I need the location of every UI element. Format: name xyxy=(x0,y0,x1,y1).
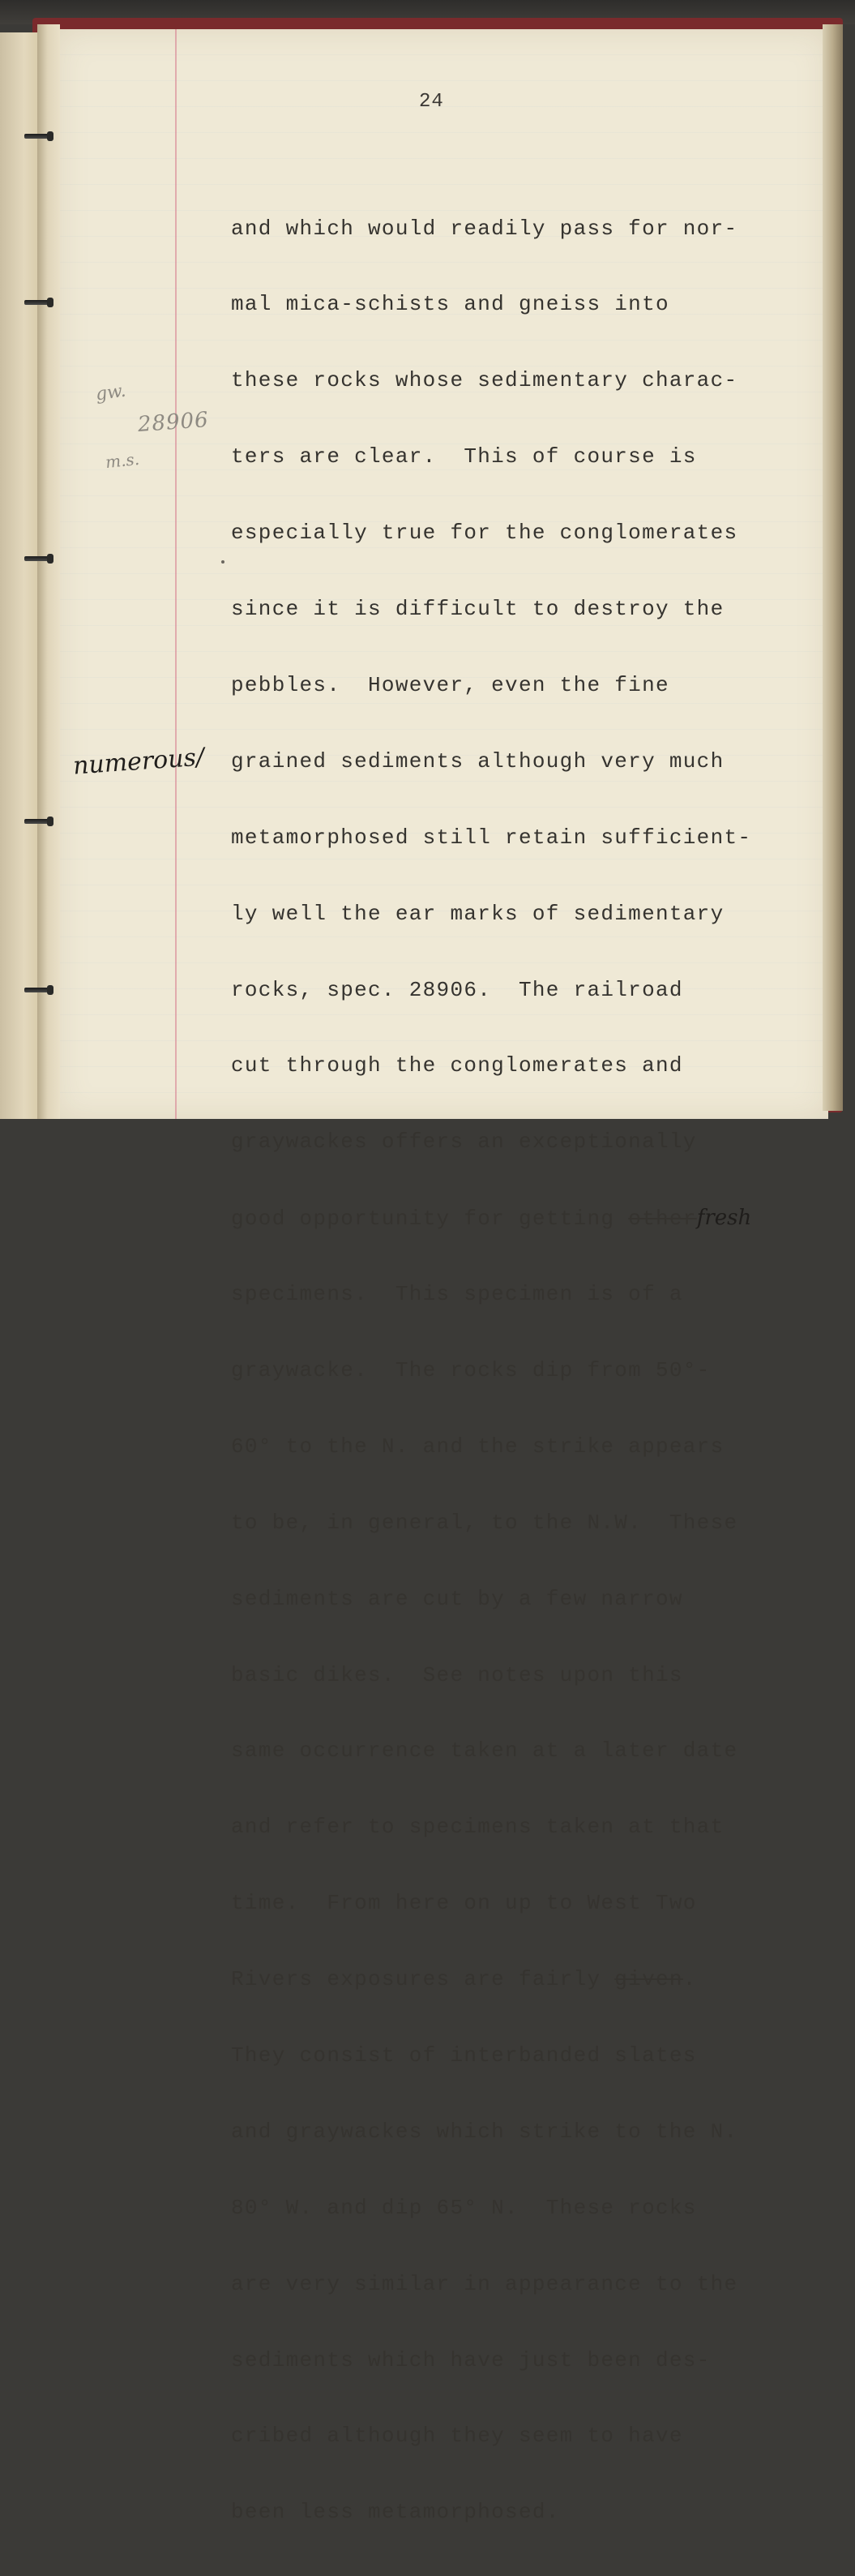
binder-ring xyxy=(24,300,52,305)
text-segment: good opportunity for getting xyxy=(231,1207,629,1232)
text-line: ters are clear. This of course is xyxy=(231,444,697,469)
struck-word: given xyxy=(614,1967,683,1992)
text-line-with-edit xyxy=(231,1967,814,1992)
struck-word: other xyxy=(628,1207,697,1232)
handwritten-insertion: fresh xyxy=(696,1206,752,1231)
text-line: They consist of interbanded slates xyxy=(231,2042,697,2068)
text-line: grained sediments although very much xyxy=(231,748,725,774)
text-line: specimens. This specimen is of a xyxy=(231,1282,683,1307)
previous-page-edge xyxy=(0,32,41,1119)
margin-note-numerous: numerous/ xyxy=(71,743,206,781)
text-line: metamorphosed still retain sufficient- xyxy=(231,825,752,850)
text-line: pebbles. However, even the fine xyxy=(231,672,669,697)
text-line: graywacke. The rocks dip from 50°- xyxy=(231,1357,711,1382)
text-line: to be, in general, to the N.W. These xyxy=(231,1510,738,1535)
text-line: sediments are cut by a few narrow xyxy=(231,1586,683,1611)
text-line: same occurrence taken at a later date xyxy=(231,1738,738,1764)
binder-ring xyxy=(24,556,52,561)
text-line: sediments which have just been des- xyxy=(231,2347,711,2372)
text-line: been less metamorphosed. xyxy=(231,2500,560,2525)
binding-gutter xyxy=(37,24,60,1119)
typed-text-body xyxy=(231,165,814,2576)
text-line: basic dikes. See notes upon this xyxy=(231,1662,683,1687)
text-line: graywackes offers an exceptionally xyxy=(231,1129,697,1155)
text-line: and refer to specimens taken at that xyxy=(231,1815,725,1840)
text-line: time. From here on up to West Two xyxy=(231,1891,697,1916)
margin-rule xyxy=(175,29,177,1119)
margin-note-specimen-number: 28906 xyxy=(137,407,210,438)
text-segment: . xyxy=(682,1967,697,1992)
text-segment: Rivers exposures are fairly xyxy=(231,1967,615,1992)
binder-ring xyxy=(24,134,52,139)
text-line: cut through the conglomerates and xyxy=(231,1053,683,1078)
margin-note-gw: gw. xyxy=(94,380,127,405)
text-line: cribed although they seem to have xyxy=(231,2424,683,2449)
text-line: 80° W. and dip 65° N. These rocks xyxy=(231,2195,697,2220)
text-line: 60° to the N. and the strike appears xyxy=(231,1434,725,1459)
text-line: are very similar in appearance to the xyxy=(231,2271,738,2296)
page-edge-shadow xyxy=(823,24,843,1111)
text-line: mal mica-schists and gneiss into xyxy=(231,292,669,317)
text-line: ly well the ear marks of sedimentary xyxy=(231,901,725,926)
margin-note-ms: m.s. xyxy=(104,448,141,473)
text-line-with-edit xyxy=(231,1206,814,1231)
margin-dot xyxy=(221,560,224,564)
text-line: rocks, spec. 28906. The railroad xyxy=(231,977,683,1002)
text-line: these rocks whose sedimentary charac- xyxy=(231,368,738,393)
text-line: and which would readily pass for nor- xyxy=(231,216,738,241)
binder-ring xyxy=(24,988,52,992)
binder-ring xyxy=(24,819,52,824)
text-line: especially true for the conglomerates xyxy=(231,521,738,546)
page-number: 24 xyxy=(419,91,444,113)
text-line: and graywackes which strike to the N. xyxy=(231,2119,738,2144)
text-line: since it is difficult to destroy the xyxy=(231,597,725,622)
